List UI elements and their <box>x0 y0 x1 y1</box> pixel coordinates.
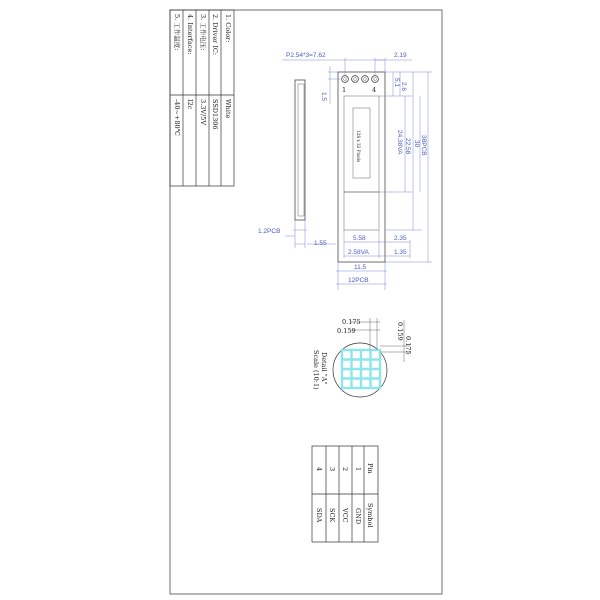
detail-title: Detail "A" <box>320 352 328 385</box>
drawing-frame <box>170 10 442 594</box>
spec-value-temp: -40~+80℃ <box>173 99 181 136</box>
side-view <box>258 80 336 248</box>
detail-scale: Scale (10:1) <box>312 350 320 390</box>
detail-dim-0-159-b: 0.159 <box>396 322 404 341</box>
pin-4-symbol: SDA <box>315 508 323 523</box>
dim-2-58va: 2.58VA <box>348 249 369 256</box>
dim-22-58: 22.58 <box>404 138 411 155</box>
pin-table <box>312 446 378 542</box>
pin-4-number: 4 <box>315 467 323 472</box>
spec-value-voltage: 3.3V/5V <box>199 99 207 126</box>
pin-1-number: 1 <box>354 467 362 472</box>
spec-table <box>170 10 234 186</box>
dim-38pcb: 38PCB <box>420 135 427 156</box>
spec-label-temp: 5. 工作温度: <box>173 14 181 51</box>
module-top-view <box>282 52 432 290</box>
pin-1-symbol: GND <box>354 508 362 525</box>
pin-header-symbol: Symbol <box>366 503 374 528</box>
pin1-marker: 1 <box>342 86 347 94</box>
dim-2-35: 2.35 <box>394 235 407 242</box>
dim-11-5: 11.5 <box>354 264 367 271</box>
spec-value-driver: SSD1306 <box>211 99 219 130</box>
spec-label-driver: 2. Driver IC: <box>211 14 219 56</box>
dim-12pcb: 12PCB <box>348 277 369 284</box>
pin-header-pin: Pin <box>366 463 374 474</box>
dim-side-1-2pcb: 1.2PCB <box>258 228 281 235</box>
pin-hole-4 <box>372 76 379 83</box>
pin-hole-2 <box>352 76 359 83</box>
dim-2-6: 2.6 <box>400 82 407 92</box>
pin-2-number: 2 <box>341 467 349 472</box>
detail-dim-0-159-a: 0.159 <box>337 327 356 335</box>
pin-hole-3 <box>362 76 369 83</box>
dim-pitch: P2.54*3=7.62 <box>286 52 326 59</box>
dim-24-38va: 24.38VA <box>396 130 403 155</box>
dim-1-5: 1.5 <box>320 92 327 102</box>
spec-label-color: 1. Color: <box>224 14 232 43</box>
dim-30: 30 <box>413 140 420 148</box>
spec-value-color: White <box>224 99 232 119</box>
dim-1-35: 1.35 <box>394 249 407 256</box>
pin4-marker: 4 <box>372 86 377 94</box>
pin-3-symbol: SCK <box>328 508 336 523</box>
dim-5-1: 5.1 <box>393 78 400 88</box>
spec-value-interface: I2c <box>186 99 194 110</box>
spec-label-voltage: 3. 工作电压: <box>199 14 207 51</box>
display-pixels-label: 128 x 32 Pixels <box>356 130 361 163</box>
detail-dim-0-175-b: 0.175 <box>404 336 412 355</box>
dim-2-19: 2.19 <box>394 52 407 59</box>
pin-hole-1 <box>342 76 349 83</box>
dim-side-1-55: 1.55 <box>314 240 327 247</box>
detail-dim-0-175-a: 0.175 <box>342 318 361 326</box>
spec-label-interface: 4. Interface: <box>186 14 194 55</box>
pin-3-number: 3 <box>328 467 336 472</box>
dim-5-58: 5.58 <box>353 235 366 242</box>
detail-a <box>312 318 412 397</box>
pin-2-symbol: VCC <box>341 508 349 523</box>
